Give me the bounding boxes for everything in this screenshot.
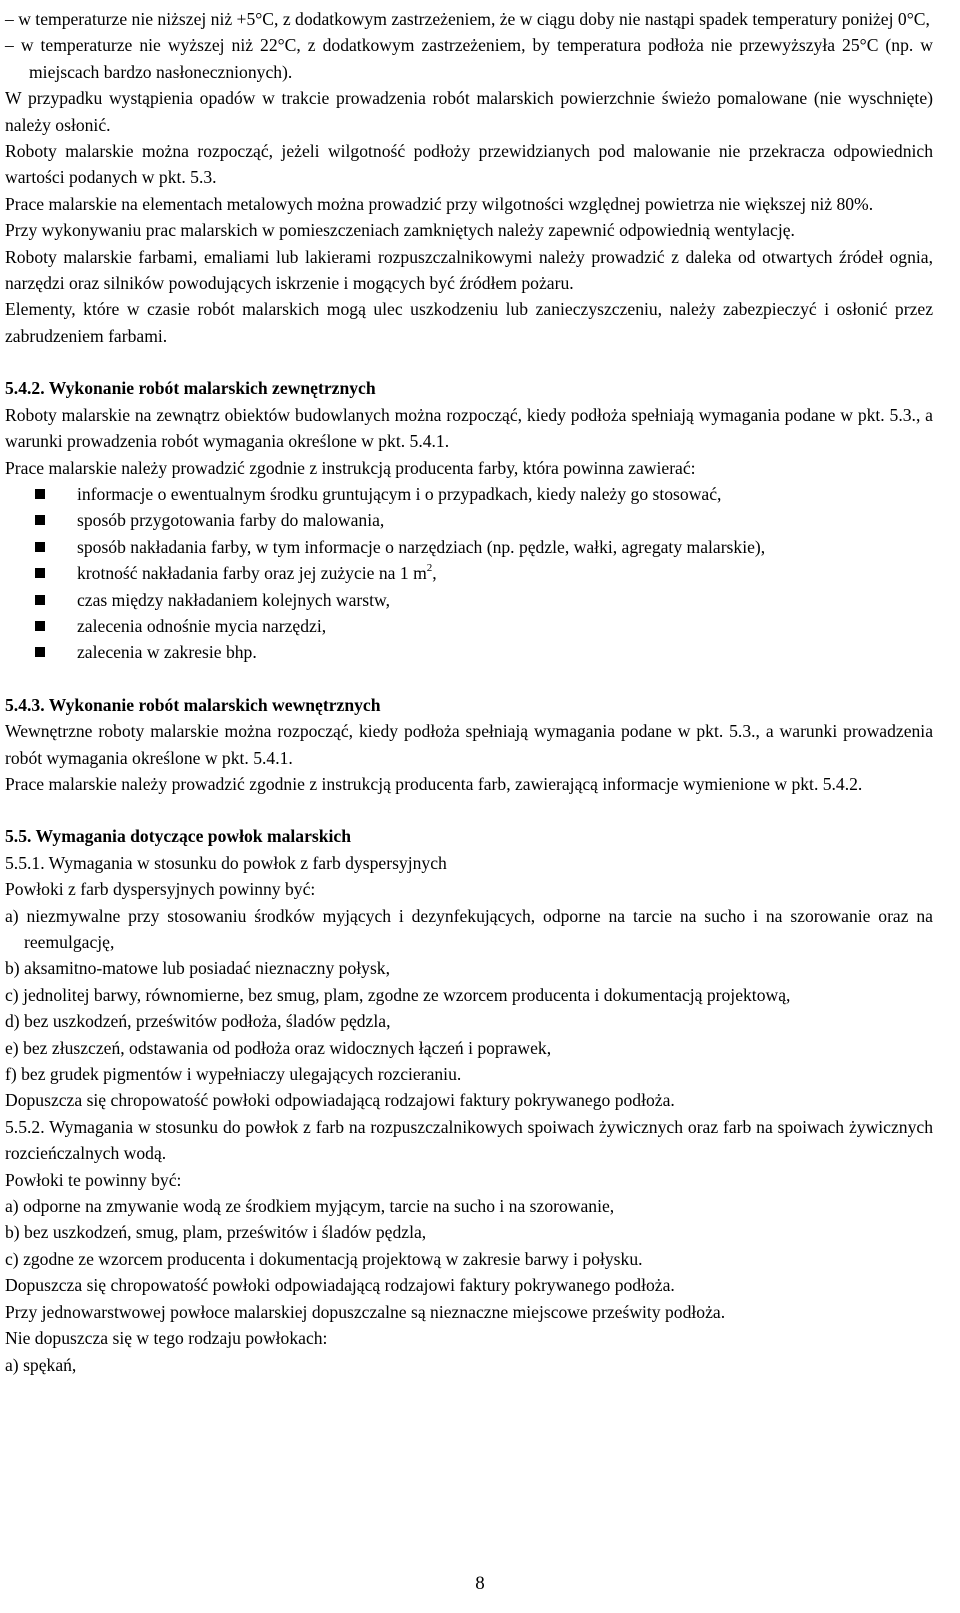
- lettered-item: a) spękań,: [5, 1354, 77, 1375]
- lettered-item: f) bez grudek pigmentów i wypełniaczy ulegających rozcieraniu.: [5, 1064, 462, 1085]
- list-item: krotność nakładania farby oraz jej zużycie na 1 $m^2$,: [5, 560, 933, 586]
- paragraph: Przy jednowarstwowej powłoce malarskiej dopuszczalne są nieznaczne miejscowe prześwity podłoża.: [5, 1301, 726, 1322]
- document-page: [5, 6, 933, 1378]
- lettered-item: b) bez uszkodzeń, smug, plam, prześwitów i śladów pędzla,: [5, 1222, 427, 1243]
- subsection-title: 5.5.2. Wymagania w stosunku do powłok z farb na rozpuszczalnikowych spoiwach żywicznych oraz farb na spoiwach żywicznych rozcieńczalnych wodą.: [5, 1116, 933, 1164]
- paragraph: Powłoki z farb dyspersyjnych powinny być:: [5, 879, 316, 900]
- lettered-item: d) bez uszkodzeń, prześwitów podłoża, śladów pędzla,: [5, 1011, 391, 1032]
- paragraph: Powłoki te powinny być:: [5, 1169, 182, 1190]
- list-item: zalecenia odnośnie mycia narzędzi,: [5, 613, 933, 639]
- list-item: sposób przygotowania farby do malowania,: [5, 507, 933, 533]
- section-heading-543: 5.4.3. Wykonanie robót malarskich wewnętrznych: [5, 694, 381, 715]
- lettered-item: c) jednolitej barwy, równomierne, bez smug, plam, zgodne ze wzorcem producenta i dokumentacją projektową,: [5, 984, 791, 1005]
- lettered-item: a) odporne na zmywanie wodą ze środkiem myjącym, tarcie na sucho i na szorowanie,: [5, 1196, 615, 1217]
- paragraph: Wewnętrzne roboty malarskie można rozpocząć, kiedy podłoża spełniają wymagania podane w pkt. 5.3., a warunki prowadzenia robót wymagania określone w pkt. 5.4.1.: [5, 721, 933, 768]
- paragraph: Prace malarskie należy prowadzić zgodnie z instrukcją producenta farby, która powinna zawierać:: [5, 457, 696, 478]
- square-bullet-icon: [35, 489, 45, 499]
- paragraph: Przy wykonywaniu prac malarskich w pomieszczeniach zamkniętych należy zapewnić odpowiednią wentylację.: [5, 220, 795, 241]
- paragraph: Roboty malarskie można rozpocząć, jeżeli wilgotność podłoży przewidzianych pod malowanie nie przekracza odpowiednich wartości podanych w pkt. 5.3.: [5, 141, 933, 188]
- paragraph: Elementy, które w czasie robót malarskich mogą ulec uszkodzeniu lub zanieczyszczeniu, należy zabezpieczyć i osłonić przez zabrudzeniem farbami.: [5, 299, 933, 346]
- square-bullet-icon: [35, 595, 45, 605]
- paragraph: Dopuszcza się chropowatość powłoki odpowiadającą rodzajowi faktury pokrywanego podłoża.: [5, 1090, 675, 1111]
- page-number: 8: [475, 1573, 485, 1594]
- lettered-item: b) aksamitno-matowe lub posiadać nieznaczny połysk,: [5, 958, 390, 979]
- square-bullet-icon: [35, 647, 45, 657]
- paragraph: Dopuszcza się chropowatość powłoki odpowiadającą rodzajowi faktury pokrywanego podłoża.: [5, 1275, 675, 1296]
- list-item: czas między nakładaniem kolejnych warstw,: [5, 587, 933, 613]
- paragraph: Nie dopuszcza się w tego rodzaju powłokach:: [5, 1328, 328, 1349]
- paragraph: Roboty malarskie farbami, emaliami lub lakierami rozpuszczalnikowymi należy prowadzić z daleka od otwartych źródeł ognia, narzędzi oraz silników powodujących iskrzenie i mogących być źródłem pożaru.: [5, 246, 933, 294]
- square-bullet-icon: [35, 542, 45, 552]
- paragraph: Roboty malarskie na zewnątrz obiektów budowlanych można rozpocząć, kiedy podłoża spełniają wymagania podane w pkt. 5.3., a warunki prowadzenia robót wymagania określone w pkt. 5.4.1.: [5, 404, 933, 452]
- list-item: informacje o ewentualnym środku gruntującym i o przypadkach, kiedy należy go stosować,: [5, 481, 933, 507]
- dash-item: – w temperaturze nie wyższej niż 22°C, z dodatkowym zastrzeżeniem, by temperatura podłoża nie przewyższyła 25°C (np. w miejscach bardzo nasłonecznionych).: [5, 35, 933, 82]
- paragraph: W przypadku wystąpienia opadów w trakcie prowadzenia robót malarskich powierzchnie świeżo pomalowane (nie wyschnięte) należy osłonić.: [5, 88, 933, 135]
- paragraph: Prace malarskie należy prowadzić zgodnie z instrukcją producenta farb, zawierającą informacje wymienione w pkt. 5.4.2.: [5, 773, 863, 794]
- square-bullet-icon: [35, 621, 45, 631]
- square-bullet-icon: [35, 515, 45, 525]
- lettered-item: a) niezmywalne przy stosowaniu środków myjących i dezynfekujących, odporne na tarcie na sucho i na szorowanie oraz na reemulgację,: [5, 905, 933, 952]
- list-item: zalecenia w zakresie bhp.: [5, 639, 933, 665]
- section-heading-542: 5.4.2. Wykonanie robót malarskich zewnętrznych: [5, 378, 376, 399]
- subsection-title: 5.5.1. Wymagania w stosunku do powłok z farb dyspersyjnych: [5, 852, 447, 873]
- paragraph: Prace malarskie na elementach metalowych można prowadzić przy wilgotności względnej powietrza nie większej niż 80%.: [5, 193, 874, 214]
- list-item: sposób nakładania farby, w tym informacje o narzędziach (np. pędzle, wałki, agregaty malarskie),: [5, 534, 933, 560]
- lettered-item: e) bez złuszczeń, odstawania od podłoża oraz widocznych łączeń i poprawek,: [5, 1037, 552, 1058]
- dash-item: – w temperaturze nie niższej niż +5°C, z dodatkowym zastrzeżeniem, że w ciągu doby nie nastąpi spadek temperatury poniżej 0°C,: [5, 9, 930, 29]
- section-heading-55: 5.5. Wymagania dotyczące powłok malarskich: [5, 826, 352, 847]
- bullet-list: [5, 481, 933, 666]
- lettered-item: c) zgodne ze wzorcem producenta i dokumentacją projektową w zakresie barwy i połysku.: [5, 1248, 643, 1269]
- square-bullet-icon: [35, 568, 45, 578]
